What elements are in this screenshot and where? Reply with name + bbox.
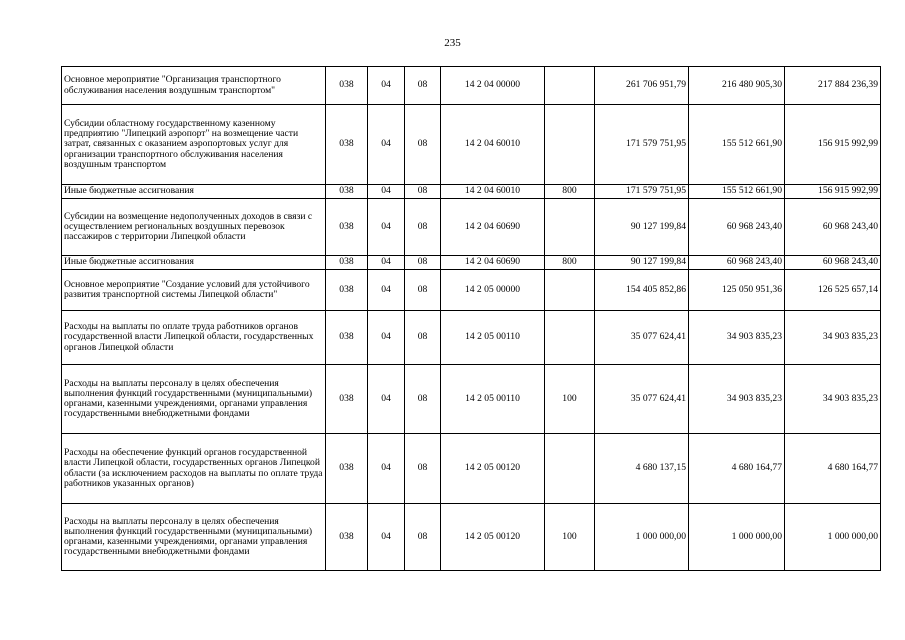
table-row	[62, 270, 881, 311]
table-row	[62, 199, 881, 256]
amount-year2-cell: 155 512 661,90	[689, 105, 785, 185]
subsection-code-cell: 08	[405, 504, 441, 571]
table-row	[62, 311, 881, 365]
amount-year2-cell: 125 050 951,36	[689, 270, 785, 311]
budget-table	[61, 66, 881, 571]
subsection-code-cell: 08	[405, 105, 441, 185]
amount-year3-cell: 1 000 000,00	[785, 504, 881, 571]
expense-type-cell: 100	[545, 504, 595, 571]
row-name-cell: Субсидии на возмещение недополученных доходов в связи с осуществлением региональных воздушных перевозок пассажиров с территории Липецкой области	[62, 199, 326, 256]
expense-type-cell	[545, 105, 595, 185]
amount-year2-cell: 216 480 905,30	[689, 67, 785, 105]
amount-year1-cell: 4 680 137,15	[595, 434, 689, 504]
subsection-code-cell: 08	[405, 270, 441, 311]
amount-year1-cell: 90 127 199,84	[595, 199, 689, 256]
grbs-code-cell: 038	[326, 365, 368, 434]
amount-year1-cell: 171 579 751,95	[595, 185, 689, 199]
subsection-code-cell: 08	[405, 67, 441, 105]
subsection-code-cell: 08	[405, 365, 441, 434]
target-article-cell: 14 2 05 00120	[441, 434, 545, 504]
grbs-code-cell: 038	[326, 270, 368, 311]
grbs-code-cell: 038	[326, 199, 368, 256]
expense-type-cell	[545, 270, 595, 311]
amount-year3-cell: 34 903 835,23	[785, 365, 881, 434]
section-code-cell: 04	[368, 185, 405, 199]
table-row	[62, 105, 881, 185]
amount-year1-cell: 261 706 951,79	[595, 67, 689, 105]
subsection-code-cell: 08	[405, 185, 441, 199]
expense-type-cell: 100	[545, 365, 595, 434]
amount-year3-cell: 217 884 236,39	[785, 67, 881, 105]
page-number: 235	[444, 37, 461, 49]
row-name-cell: Расходы на выплаты по оплате труда работников органов государственной власти Липецкой области, государственных органов Липецкой области	[62, 311, 326, 365]
section-code-cell: 04	[368, 105, 405, 185]
expense-type-cell: 800	[545, 256, 595, 270]
grbs-code-cell: 038	[326, 185, 368, 199]
amount-year1-cell: 1 000 000,00	[595, 504, 689, 571]
amount-year3-cell: 126 525 657,14	[785, 270, 881, 311]
subsection-code-cell: 08	[405, 434, 441, 504]
row-name-cell: Расходы на выплаты персоналу в целях обеспечения выполнения функций государственными (муниципальными) органами, казенными учреждениями, органами управления государственными внебюджетными фондами	[62, 504, 326, 571]
row-name-cell: Субсидии областному государственному казенному предприятию "Липецкий аэропорт" на возмещение части затрат, связанных с оказанием аэропортовых услуг для организации транспортного обслуживания населения воздушным транспортом	[62, 105, 326, 185]
expense-type-cell	[545, 311, 595, 365]
amount-year2-cell: 4 680 164,77	[689, 434, 785, 504]
expense-type-cell: 800	[545, 185, 595, 199]
amount-year3-cell: 34 903 835,23	[785, 311, 881, 365]
expense-type-cell	[545, 199, 595, 256]
grbs-code-cell: 038	[326, 504, 368, 571]
row-name-cell: Основное мероприятие "Создание условий для устойчивого развития транспортной системы Липецкой области"	[62, 270, 326, 311]
grbs-code-cell: 038	[326, 311, 368, 365]
target-article-cell: 14 2 05 00000	[441, 270, 545, 311]
amount-year3-cell: 156 915 992,99	[785, 185, 881, 199]
target-article-cell: 14 2 04 60690	[441, 199, 545, 256]
target-article-cell: 14 2 04 60690	[441, 256, 545, 270]
amount-year1-cell: 171 579 751,95	[595, 105, 689, 185]
table-row	[62, 256, 881, 270]
row-name-cell: Иные бюджетные ассигнования	[62, 185, 326, 199]
amount-year2-cell: 34 903 835,23	[689, 365, 785, 434]
amount-year1-cell: 35 077 624,41	[595, 311, 689, 365]
target-article-cell: 14 2 05 00110	[441, 311, 545, 365]
target-article-cell: 14 2 04 60010	[441, 185, 545, 199]
section-code-cell: 04	[368, 504, 405, 571]
grbs-code-cell: 038	[326, 105, 368, 185]
grbs-code-cell: 038	[326, 67, 368, 105]
budget-table-body	[62, 67, 881, 571]
table-row	[62, 185, 881, 199]
amount-year1-cell: 154 405 852,86	[595, 270, 689, 311]
row-name-cell: Расходы на выплаты персоналу в целях обеспечения выполнения функций государственными (муниципальными) органами, казенными учреждениями, органами управления государственными внебюджетными фондами	[62, 365, 326, 434]
amount-year2-cell: 60 968 243,40	[689, 256, 785, 270]
grbs-code-cell: 038	[326, 434, 368, 504]
section-code-cell: 04	[368, 365, 405, 434]
amount-year2-cell: 34 903 835,23	[689, 311, 785, 365]
subsection-code-cell: 08	[405, 311, 441, 365]
table-row	[62, 504, 881, 571]
section-code-cell: 04	[368, 270, 405, 311]
target-article-cell: 14 2 05 00110	[441, 365, 545, 434]
expense-type-cell	[545, 434, 595, 504]
expense-type-cell	[545, 67, 595, 105]
amount-year2-cell: 155 512 661,90	[689, 185, 785, 199]
row-name-cell: Иные бюджетные ассигнования	[62, 256, 326, 270]
section-code-cell: 04	[368, 67, 405, 105]
section-code-cell: 04	[368, 256, 405, 270]
amount-year3-cell: 4 680 164,77	[785, 434, 881, 504]
amount-year2-cell: 1 000 000,00	[689, 504, 785, 571]
target-article-cell: 14 2 05 00120	[441, 504, 545, 571]
target-article-cell: 14 2 04 60010	[441, 105, 545, 185]
amount-year3-cell: 60 968 243,40	[785, 256, 881, 270]
subsection-code-cell: 08	[405, 199, 441, 256]
amount-year1-cell: 90 127 199,84	[595, 256, 689, 270]
target-article-cell: 14 2 04 00000	[441, 67, 545, 105]
table-row	[62, 67, 881, 105]
row-name-cell: Расходы на обеспечение функций органов государственной власти Липецкой области, государственных органов Липецкой области (за исключением расходов на выплаты по оплате труда работников указанных органов)	[62, 434, 326, 504]
grbs-code-cell: 038	[326, 256, 368, 270]
amount-year3-cell: 60 968 243,40	[785, 199, 881, 256]
amount-year2-cell: 60 968 243,40	[689, 199, 785, 256]
section-code-cell: 04	[368, 199, 405, 256]
section-code-cell: 04	[368, 311, 405, 365]
table-row	[62, 434, 881, 504]
amount-year3-cell: 156 915 992,99	[785, 105, 881, 185]
section-code-cell: 04	[368, 434, 405, 504]
amount-year1-cell: 35 077 624,41	[595, 365, 689, 434]
row-name-cell: Основное мероприятие "Организация транспортного обслуживания населения воздушным транспортом"	[62, 67, 326, 105]
table-row	[62, 365, 881, 434]
subsection-code-cell: 08	[405, 256, 441, 270]
